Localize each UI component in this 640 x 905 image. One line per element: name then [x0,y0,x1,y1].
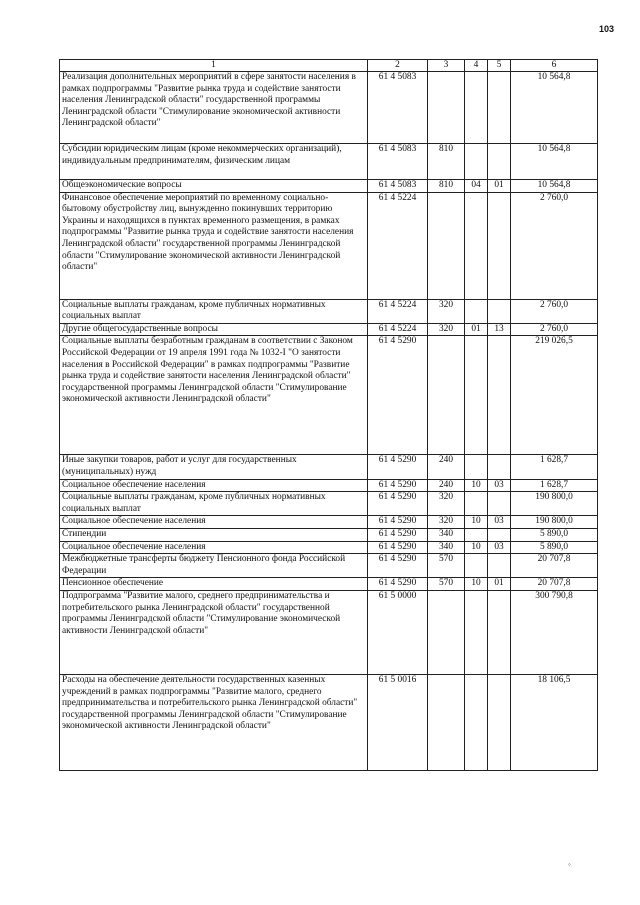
row-expense-type: 240 [428,455,465,479]
row-expense-type: 320 [428,516,465,529]
table-row [60,590,598,674]
row-amount: 219 026,5 [511,336,598,455]
row-subsection [488,72,511,144]
row-subsection: 03 [488,516,511,529]
row-target-code: 61 4 5290 [368,479,428,492]
row-section [465,72,488,144]
row-description: Социальное обеспечение населения [60,479,368,492]
row-description: Социальные выплаты безработным гражданам в соответствии с Законом Российской Федерации от 19 апреля 1991 года № 1032-I "О занятости населения в Российской Федерации" в рамках подпрограммы "Развитие рынка труда и содействие занятости населения Ленинградской области" государственной программы Ленинградской области "Стимулирование экономической активности Ленинградской области" [60,336,368,455]
table-row [60,541,598,554]
row-subsection [488,299,511,323]
table-row [60,578,598,591]
row-description: Подпрограмма "Развитие малого, среднего предпринимательства и потребительского рынка Ленинградской области" государственной программы Ленинградской области "Стимулирование экономической активности Ленинградской области" [60,590,368,674]
row-section [465,492,488,516]
row-amount: 2 760,0 [511,299,598,323]
table-row [60,479,598,492]
row-section: 10 [465,479,488,492]
row-section [465,554,488,578]
row-target-code: 61 4 5290 [368,455,428,479]
row-amount: 10 564,8 [511,72,598,144]
table-row [60,299,598,323]
row-amount: 10 564,8 [511,144,598,180]
margin-mark: ◦ [568,860,571,869]
row-target-code: 61 4 5290 [368,492,428,516]
row-description: Социальное обеспечение населения [60,541,368,554]
table-row [60,492,598,516]
row-section: 01 [465,323,488,336]
row-description: Социальные выплаты гражданам, кроме публичных нормативных социальных выплат [60,299,368,323]
table-row [60,192,598,299]
header-col-1: 1 [60,60,368,72]
row-subsection [488,192,511,299]
row-target-code: 61 4 5224 [368,323,428,336]
row-subsection [488,528,511,541]
row-section: 04 [465,180,488,193]
table-row [60,554,598,578]
row-amount: 190 800,0 [511,516,598,529]
row-subsection [488,674,511,770]
row-section [465,455,488,479]
row-amount: 20 707,8 [511,578,598,591]
row-target-code: 61 5 0000 [368,590,428,674]
row-subsection: 03 [488,541,511,554]
table-row [60,674,598,770]
row-expense-type: 320 [428,323,465,336]
row-description: Пенсионное обеспечение [60,578,368,591]
row-subsection [488,554,511,578]
row-expense-type: 320 [428,492,465,516]
row-target-code: 61 4 5224 [368,299,428,323]
row-target-code: 61 4 5224 [368,192,428,299]
row-amount: 1 628,7 [511,455,598,479]
row-subsection: 13 [488,323,511,336]
row-amount: 2 760,0 [511,192,598,299]
row-description: Иные закупки товаров, работ и услуг для государственных (муниципальных) нужд [60,455,368,479]
row-expense-type [428,590,465,674]
row-amount: 300 790,8 [511,590,598,674]
row-amount: 2 760,0 [511,323,598,336]
row-target-code: 61 4 5083 [368,180,428,193]
row-target-code: 61 4 5290 [368,516,428,529]
table-header-row [60,60,598,72]
row-subsection [488,492,511,516]
row-expense-type: 810 [428,144,465,180]
header-col-4: 4 [465,60,488,72]
row-expense-type: 240 [428,479,465,492]
row-amount: 5 890,0 [511,528,598,541]
row-subsection [488,455,511,479]
row-target-code: 61 4 5290 [368,528,428,541]
row-section [465,590,488,674]
table-body [60,72,598,771]
row-amount: 5 890,0 [511,541,598,554]
row-section: 10 [465,541,488,554]
table-row [60,516,598,529]
row-target-code: 61 4 5083 [368,72,428,144]
row-target-code: 61 4 5083 [368,144,428,180]
table-row [60,180,598,193]
row-expense-type: 570 [428,554,465,578]
row-expense-type [428,336,465,455]
budget-table [59,59,598,771]
page-number: 103 [598,24,614,34]
table-row [60,455,598,479]
row-subsection [488,144,511,180]
header-col-5: 5 [488,60,511,72]
table-row [60,336,598,455]
row-amount: 1 628,7 [511,479,598,492]
row-expense-type: 570 [428,578,465,591]
row-target-code: 61 4 5290 [368,554,428,578]
row-expense-type: 810 [428,180,465,193]
row-subsection [488,590,511,674]
row-amount: 20 707,8 [511,554,598,578]
row-section: 10 [465,516,488,529]
row-amount: 190 800,0 [511,492,598,516]
row-description: Социальное обеспечение населения [60,516,368,529]
row-subsection [488,336,511,455]
row-amount: 18 106,5 [511,674,598,770]
row-section [465,192,488,299]
header-col-3: 3 [428,60,465,72]
row-description: Общеэкономические вопросы [60,180,368,193]
row-expense-type [428,674,465,770]
table-row [60,72,598,144]
row-description: Стипендии [60,528,368,541]
row-subsection: 03 [488,479,511,492]
row-section [465,528,488,541]
row-subsection: 01 [488,578,511,591]
row-target-code: 61 4 5290 [368,541,428,554]
row-description: Субсидии юридическим лицам (кроме некоммерческих организаций), индивидуальным предпринимателям, физическим лицам [60,144,368,180]
row-section [465,336,488,455]
row-expense-type: 340 [428,541,465,554]
row-description: Реализация дополнительных мероприятий в сфере занятости населения в рамках подпрограммы "Развитие рынка труда и содействие занятости населения Ленинградской области" государственной программы Ленинградской области "Стимулирование экономической активности Ленинградской области" [60,72,368,144]
row-expense-type [428,72,465,144]
row-expense-type [428,192,465,299]
table-row [60,144,598,180]
row-target-code: 61 4 5290 [368,336,428,455]
row-section [465,144,488,180]
row-description: Расходы на обеспечение деятельности государственных казенных учреждений в рамках подпрограммы "Развитие малого, среднего предпринимательства и потребительского рынка Ленинградской области" государственной программы Ленинградской области "Стимулирование экономической активности Ленинградской области" [60,674,368,770]
row-section [465,674,488,770]
row-section: 10 [465,578,488,591]
row-expense-type: 320 [428,299,465,323]
row-description: Межбюджетные трансферты бюджету Пенсионного фонда Российской Федерации [60,554,368,578]
header-col-6: 6 [511,60,598,72]
row-description: Социальные выплаты гражданам, кроме публичных нормативных социальных выплат [60,492,368,516]
header-col-2: 2 [368,60,428,72]
table-row [60,528,598,541]
row-target-code: 61 5 0016 [368,674,428,770]
table-row [60,323,598,336]
row-subsection: 01 [488,180,511,193]
row-description: Другие общегосударственные вопросы [60,323,368,336]
row-amount: 10 564,8 [511,180,598,193]
row-target-code: 61 4 5290 [368,578,428,591]
row-expense-type: 340 [428,528,465,541]
row-section [465,299,488,323]
row-description: Финансовое обеспечение мероприятий по временному социально-бытовому обустройству лиц, вынужденно покинувших территорию Украины и находящихся в пунктах временного размещения, в рамках подпрограммы "Развитие рынка труда и содействие занятости населения Ленинградской области" государственной программы Ленинградской области "Стимулирование экономической активности Ленинградской области" [60,192,368,299]
